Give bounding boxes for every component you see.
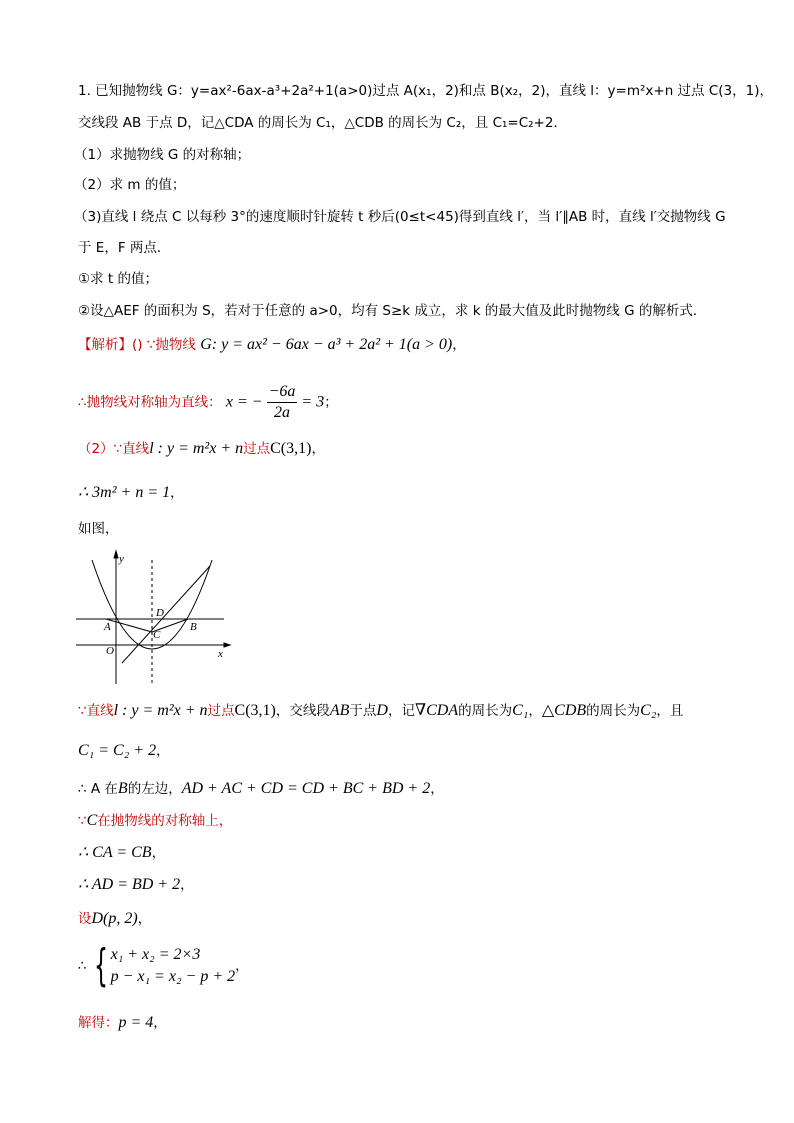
axis-fraction: $\frac{-6a}{2a}$: [268, 383, 296, 421]
label-D: D: [156, 607, 164, 619]
solution-line-9: ∵C在抛物线的对称轴上，: [78, 812, 233, 829]
label-origin: O: [106, 645, 114, 657]
question-line-2: 交线段 AB 于点 D，记△CDA 的周长为 C₁，△CDB 的周长为 C₂，且 C₁=C₂+2．: [78, 115, 567, 131]
question-part-3-b: 于 E，F 两点．: [78, 240, 171, 256]
solution-line-8: ∴ A 在B的左边，AD + AC + CD = CD + BC + BD + 2，: [78, 780, 444, 797]
label-A: A: [104, 621, 111, 633]
solution-line-11: ∴ AD = BD + 2，: [78, 876, 194, 893]
system-brace: {: [93, 940, 108, 991]
solution-line-3: （2）∵直线l : y = m²x + n过点C(3,1)，: [78, 440, 325, 457]
solution-line-1: 【解析】() ∵抛物线 G: y = ax² − 6ax − a³ + 2a² + 1(a > 0)，: [78, 336, 466, 353]
question-part-1: （1）求抛物线 G 的对称轴；: [74, 147, 251, 163]
parabola-equation: G: y = ax² − 6ax − a³ + 2a² + 1(a > 0): [200, 336, 453, 353]
x-axis-arrow: [224, 643, 230, 647]
solution-line-6: ∵直线l : y = m²x + n过点C(3,1)，交线段AB于点D，记∇CDA的周长为C₁，△CDB的周长为C₂，且: [78, 702, 684, 719]
solution-line-14: 解得：p = 4，: [78, 1014, 167, 1031]
solution-line-7: C₁ = C₂ + 2，: [78, 742, 170, 759]
label-B: B: [190, 621, 197, 633]
solution-line-4: ∴ 3m² + n = 1，: [78, 484, 184, 501]
label-C: C: [153, 629, 161, 641]
solution-line-12: 设D(p, 2)，: [78, 910, 152, 927]
solution-line-10: ∴ CA = CB，: [78, 844, 166, 861]
question-line-1: 1. 已知抛物线 G：y=ax²-6ax-a³+2a²+1(a>0)过点 A(x₁，2)和点 B(x₂，2)，直线 l：y=m²x+n 过点 C(3，1)，: [78, 83, 773, 99]
question-part-2: （2）求 m 的值；: [74, 177, 186, 193]
equation-system: x₁ + x₂ = 2×3 p − x₁ = x₂ − p + 2: [110, 946, 236, 985]
segment-AC: [106, 619, 152, 632]
solution-line-13: ∴ { x₁ + x₂ = 2×3 p − x₁ = x₂ − p + 2 ，: [78, 940, 249, 991]
solution-line-5: 如图，: [78, 521, 119, 537]
solution-line-2: ∴抛物线对称轴为直线： x = − $\frac{-6a}{2a}$ = 3；: [78, 383, 338, 421]
solution-tag: 【解析】: [78, 337, 132, 353]
question-sub-2: ②设△AEF 的面积为 S，若对于任意的 a>0，均有 S≥k 成立，求 k 的最大值及此时抛物线 G 的解析式．: [78, 303, 707, 319]
label-x: x: [218, 648, 223, 660]
y-axis-arrow: [114, 551, 118, 558]
question-sub-1: ①求 t 的值；: [78, 271, 158, 287]
question-part-3-a: （3)直线 l 绕点 C 以每秒 3°的速度顺时针旋转 t 秒后(0≤t<45)得到直线 l′，当 l′∥AB 时，直线 l′交抛物线 G: [74, 209, 726, 225]
label-y: y: [119, 553, 124, 565]
line-l: [122, 566, 210, 663]
parabola-figure: [72, 548, 232, 688]
